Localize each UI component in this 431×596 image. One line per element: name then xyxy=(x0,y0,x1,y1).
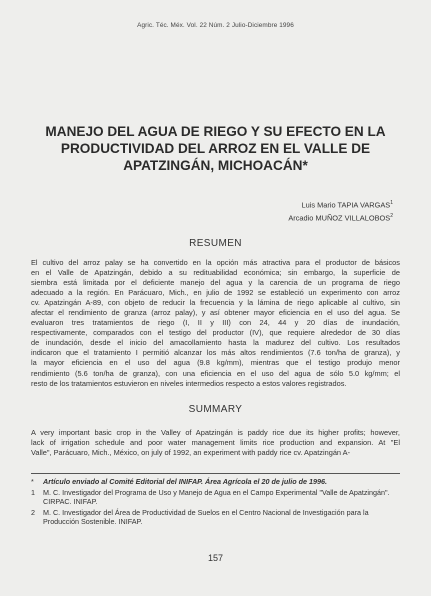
resumen-heading: RESUMEN xyxy=(189,238,242,249)
summary-heading: SUMMARY xyxy=(188,404,243,415)
footnote-mark: 1 xyxy=(31,487,35,497)
resumen-body xyxy=(31,258,400,389)
footnote-text: Artículo enviado al Comité Editorial del INIFAP. Área Agrícola el 20 de julio de 1996. xyxy=(43,477,327,486)
author-name: Luis Mario TAPIA VARGAS xyxy=(301,200,391,210)
author-name: Arcadio MUÑOZ VILLALOBOS xyxy=(288,213,391,223)
footnote-text: M. C. Investigador del Área de Productividad de Suelos en el Centro Nacional de Investigación para la Producción Sostenible. INIFAP. xyxy=(43,507,369,527)
resumen-line: resto de los tratamientos estuvieron en niveles intermedios respecto a estos valores registrados. xyxy=(31,378,347,388)
resumen-line: rendimiento (5.6 ton/ha de granza), con una eficiencia en el uso del agua de sólo 5.0 kg/mm; el xyxy=(31,368,400,378)
summary-line: A very important basic crop in the Valley of Apatzingán is paddy rice due its higher profits; however, xyxy=(31,428,400,437)
footnote-divider xyxy=(31,473,400,474)
resumen-line: siembra está limitada por el deficiente manejo del agua y la carencia de un programa de riego xyxy=(31,278,400,288)
resumen-line: respectivamente, comparados con el testigo del productor (IV), que requiere alrededor de 30 días xyxy=(31,328,400,338)
author-1 xyxy=(288,198,393,211)
journal-header: Agric. Téc. Méx. Vol. 22 Núm. 2 Julio-Diciembre 1996 xyxy=(137,22,294,29)
author-footnote-mark: 2 xyxy=(390,212,393,219)
resumen-line: en el Valle de Apatzingán, debido a su redituabilidad económica; sin embargo, la superficie de xyxy=(31,268,400,278)
author-footnote-mark: 1 xyxy=(390,200,393,206)
summary-line: lack of irrigation schedule and poor water management limits rice production and expansion. At "El xyxy=(31,438,400,448)
resumen-line: afectar el rendimiento de granza (arroz palay), y así obtener mayor eficiencia en el uso del agua. Se xyxy=(31,308,400,318)
footnote xyxy=(31,488,400,507)
footnote xyxy=(31,477,400,487)
article-title: MANEJO DEL AGUA DE RIEGO Y SU EFECTO EN LA PRODUCTIVIDAD DEL ARROZ EN EL VALLE DE APATZINGÁN, MICHOACÁN* xyxy=(45,124,386,173)
resumen-line: indicaron que el tratamiento I permitió alcanzar los más altos rendimientos (7.6 ton/ha de granza), y xyxy=(31,348,400,358)
page-number: 157 xyxy=(207,553,224,563)
resumen-line: adecuado a la región. En Parácuaro, Mich., en julio de 1992 se estableció un experimento con arroz xyxy=(31,288,400,298)
footnote xyxy=(31,508,400,527)
footnote-mark: 2 xyxy=(31,507,35,517)
resumen-line: evaluaron tres tratamientos de riego (I, II y III) con 24, 44 y 20 días de inundación, xyxy=(31,318,400,328)
footnote-text: M. C. Investigador del Programa de Uso y Manejo de Agua en el Campo Experimental "Valle de Apatzingán". CIRPAC. INIFAP. xyxy=(43,487,390,507)
footnotes xyxy=(31,477,400,528)
summary-line: Valle", Parácuaro, Mich., México, on july of 1992, an experiment with paddy rice cv. Apatzingán A- xyxy=(31,448,351,458)
author-list xyxy=(288,198,393,224)
resumen-line: de inundación, desde el inicio del amacollamiento hasta la madurez del cultivo. Los resultados xyxy=(31,338,400,348)
resumen-line: la mayor eficiencia en el uso del agua (9.8 kg/mm), mientras que el testigo produjo menor xyxy=(31,358,400,368)
summary-body xyxy=(31,428,400,458)
author-2 xyxy=(288,211,393,224)
resumen-line: cv. Apatzingán A-89, con objeto de reducir la frecuencia y la lámina de riego aplicable al cultivo, sin xyxy=(31,298,400,308)
resumen-line: El cultivo del arroz palay se ha convertido en la opción más atractiva para el productor de básicos xyxy=(31,258,400,267)
footnote-mark: * xyxy=(31,477,34,486)
